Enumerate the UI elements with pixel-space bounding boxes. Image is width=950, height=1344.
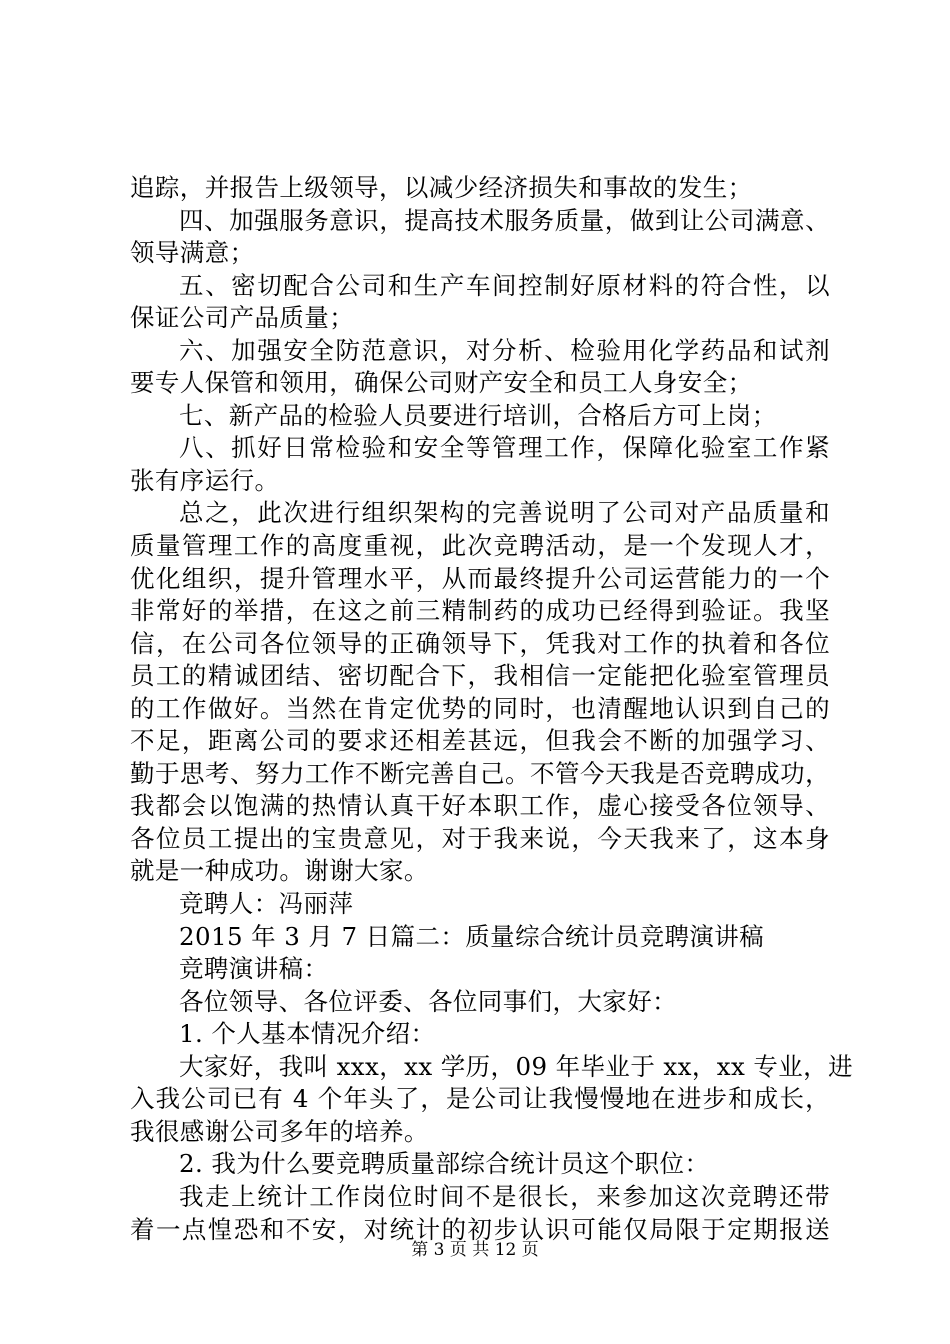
text-line: 追踪，并报告上级领导，以减少经济损失和事故的发生； <box>130 173 753 202</box>
text-line: 要专人保管和领用，确保公司财产安全和员工人身安全； <box>130 368 753 398</box>
text-line: 六、加强安全防范意识，对分析、检验用化学药品和试剂 <box>179 335 830 365</box>
text-line: 我都会以饱满的热情认真干好本职工作，虚心接受各位领导、 <box>130 791 830 821</box>
text-line: 竞聘演讲稿： <box>179 954 329 984</box>
text-line: 大家好，我叫 xxx，xx 学历，09 年毕业于 xx，xx 专业，进 <box>179 1051 853 1081</box>
text-line: 的工作做好。当然在肯定优势的同时，也清醒地认识到自己的 <box>130 693 830 723</box>
text-line: 着一点惶恐和不安，对统计的初步认识可能仅局限于定期报送 <box>130 1214 830 1244</box>
text-line: 员工的精诚团结、密切配合下，我相信一定能把化验室管理员 <box>130 661 830 691</box>
text-line: 竞聘人：冯丽萍 <box>179 889 354 919</box>
text-line: 质量管理工作的高度重视，此次竞聘活动，是一个发现人才， <box>130 531 830 561</box>
text-line: 1. 个人基本情况介绍： <box>179 1019 436 1049</box>
text-line: 八、抓好日常检验和安全等管理工作，保障化验室工作紧 <box>179 433 830 463</box>
text-line: 非常好的举措，在这之前三精制药的成功已经得到验证。我坚 <box>130 596 830 626</box>
text-line: 信，在公司各位领导的正确领导下，凭我对工作的执着和各位 <box>130 628 830 658</box>
text-line: 领导满意； <box>130 238 255 268</box>
text-line: 各位员工提出的宝贵意见，对于我来说，今天我来了，这本身 <box>130 823 830 853</box>
text-line: 五、密切配合公司和生产车间控制好原材料的符合性，以 <box>179 270 830 300</box>
document-body <box>130 172 853 1246</box>
text-line: 不足，距离公司的要求还相差甚远，但我会不断的加强学习、 <box>130 726 830 756</box>
text-line: 张有序运行。 <box>130 465 280 495</box>
text-line: 保证公司产品质量； <box>130 303 355 333</box>
text-line: 就是一种成功。谢谢大家。 <box>130 856 429 886</box>
text-line: 各位领导、各位评委、各位同事们，大家好： <box>179 986 677 1016</box>
text-line: 四、加强服务意识，提高技术服务质量，做到让公司满意、 <box>179 205 830 235</box>
text-line: 我很感谢公司多年的培养。 <box>130 1116 429 1146</box>
text-line: 我走上统计工作岗位时间不是很长，来参加这次竞聘还带 <box>179 1181 830 1211</box>
text-line: 勤于思考、努力工作不断完善自己。不管今天我是否竞聘成功， <box>130 758 830 788</box>
text-line: 2. 我为什么要竞聘质量部综合统计员这个职位： <box>179 1149 710 1179</box>
text-line: 总之，此次进行组织架构的完善说明了公司对产品质量和 <box>179 498 830 528</box>
page-footer: 第 3 页 共 12 页 <box>411 1240 539 1260</box>
text-line: 七、新产品的检验人员要进行培训，合格后方可上岗； <box>179 400 777 430</box>
text-line: 优化组织，提升管理水平，从而最终提升公司运营能力的一个 <box>130 563 830 593</box>
text-line: 入我公司已有 4 个年头了，是公司让我慢慢地在进步和成长， <box>130 1084 830 1114</box>
text-line: 2015 年 3 月 7 日篇二：质量综合统计员竞聘演讲稿 <box>179 921 765 951</box>
